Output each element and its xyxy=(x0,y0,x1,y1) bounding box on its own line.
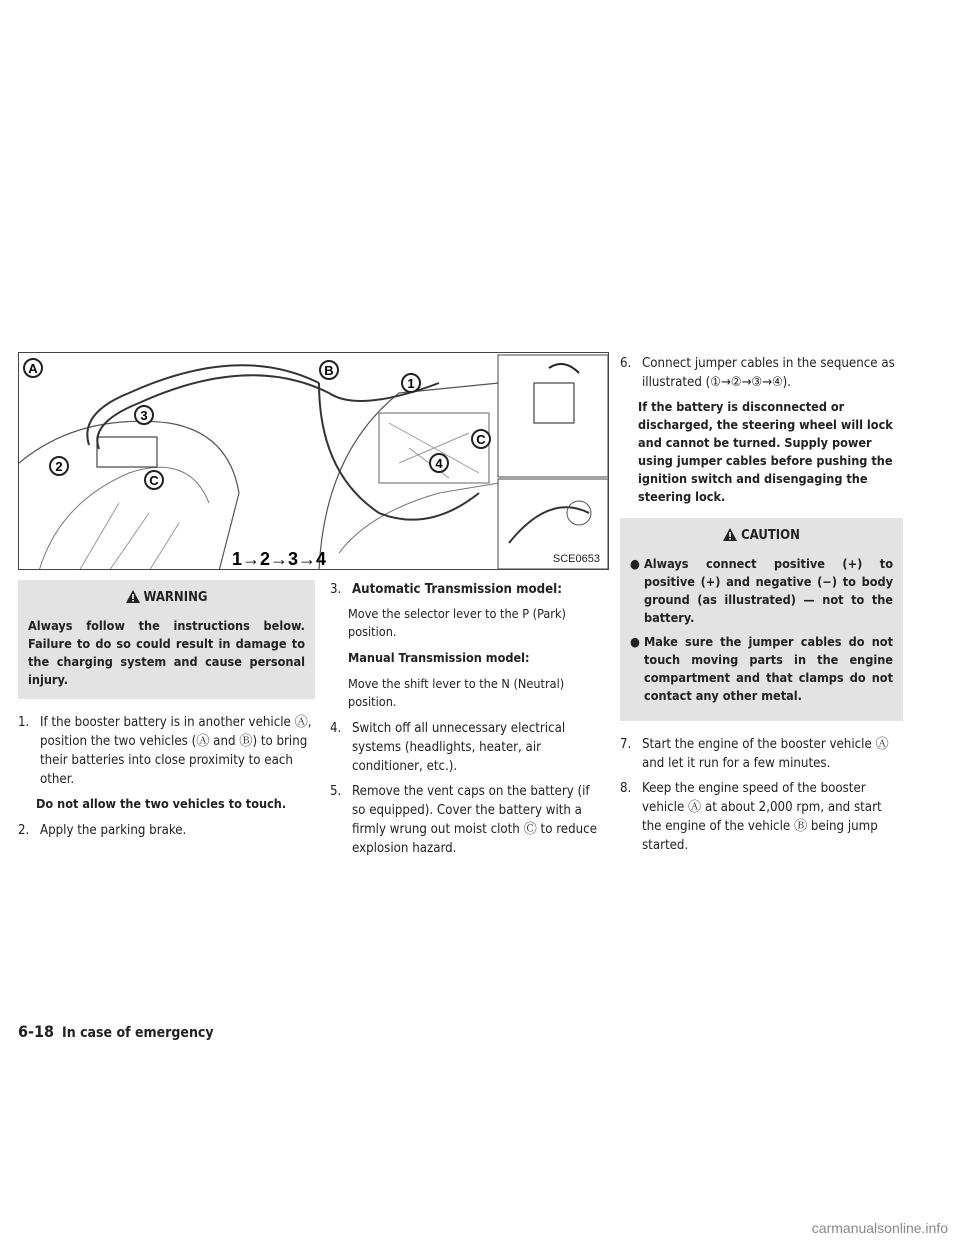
label-1: 1 xyxy=(407,376,415,391)
step-2-text: Apply the parking brake. xyxy=(40,823,187,838)
step-6-note: If the battery is disconnected or discharged, the steering wheel will lock and cannot be turned. Supply power using jumper cables before pushing the ignition switch and disengaging the steering lock. xyxy=(638,399,893,504)
step-6-text: Connect jumper cables in the sequence as illustrated (①→②→③→④). xyxy=(642,356,895,390)
step-2-number: 2. xyxy=(18,823,30,838)
sequence-label: 1→2→3→4 xyxy=(231,549,327,569)
bullet-icon: ● xyxy=(630,556,640,571)
step-3-auto-text: Move the selector lever to the P (Park) position. xyxy=(348,606,566,639)
watermark: carmanualsonline.info xyxy=(811,1220,948,1236)
step-1-text: If the booster battery is in another vehicle Ⓐ, position the two vehicles (Ⓐ and Ⓑ) to bring their batteries into close proximity to each other. xyxy=(40,715,312,787)
caution-item-1: ● Always connect positive (+) to positive (+) and negative (−) to body ground (as illustrated) — not to the battery. xyxy=(630,556,893,625)
step-1-number: 1. xyxy=(18,715,30,730)
step-7-number: 7. xyxy=(620,737,632,752)
caution-icon xyxy=(723,528,737,547)
step-6-number: 6. xyxy=(620,356,632,371)
page-number: 6-18 xyxy=(18,1022,55,1041)
figure-code: SCE0653 xyxy=(552,553,600,565)
step-4-number: 4. xyxy=(330,721,342,736)
section-title: In case of emergency xyxy=(62,1025,214,1041)
label-b: B xyxy=(324,363,334,378)
warning-text: Always follow the instructions below. Failure to do so could result in damage to the charging system and cause personal injury. xyxy=(28,618,305,687)
step-8-number: 8. xyxy=(620,781,632,796)
caution-box xyxy=(620,518,903,721)
step-1-note: Do not allow the two vehicles to touch. xyxy=(36,796,287,811)
label-4: 4 xyxy=(435,456,443,471)
step-7-text: Start the engine of the booster vehicle Ⓐ and let it run for a few minutes. xyxy=(642,737,889,771)
step-2 xyxy=(18,821,315,840)
step-5 xyxy=(330,782,605,858)
column-right xyxy=(620,354,903,861)
label-c-left: C xyxy=(149,473,159,488)
jump-start-diagram xyxy=(19,353,609,570)
warning-icon xyxy=(126,590,140,609)
step-4-text: Switch off all unnecessary electrical systems (headlights, heater, air conditioner, etc.). xyxy=(352,721,566,774)
column-left xyxy=(18,580,315,846)
column-middle xyxy=(330,580,605,864)
step-7 xyxy=(620,735,903,773)
step-8 xyxy=(620,779,903,855)
step-6 xyxy=(620,354,903,392)
step-5-text: Remove the vent caps on the battery (if so equipped). Cover the battery with a firmly wrung out moist cloth Ⓒ to reduce explosion hazard. xyxy=(352,784,597,856)
caution-item-2: ● Make sure the jumper cables do not touch moving parts in the engine compartment and that clamps do not contact any other metal. xyxy=(630,634,893,703)
step-3-manual-text: Move the shift lever to the N (Neutral) position. xyxy=(348,676,565,709)
step-3-heading: Automatic Transmission model: xyxy=(352,582,562,597)
warning-title: WARNING xyxy=(143,590,208,605)
warning-box xyxy=(18,580,315,699)
bullet-icon: ● xyxy=(630,634,640,649)
jump-start-illustration xyxy=(18,352,609,570)
label-3: 3 xyxy=(140,408,148,423)
caution-title: CAUTION xyxy=(741,528,800,543)
step-3 xyxy=(330,580,605,599)
step-3-manual-heading: Manual Transmission model: xyxy=(348,650,530,665)
page-footer xyxy=(18,1022,214,1041)
step-1 xyxy=(18,713,315,789)
label-a: A xyxy=(28,361,38,376)
label-2: 2 xyxy=(55,459,63,474)
label-c-right: C xyxy=(476,432,486,447)
step-4 xyxy=(330,719,605,776)
step-3-number: 3. xyxy=(330,582,342,597)
step-8-text: Keep the engine speed of the booster vehicle Ⓐ at about 2,000 rpm, and start the engine of the vehicle Ⓑ being jump started. xyxy=(642,781,882,853)
step-5-number: 5. xyxy=(330,784,342,799)
